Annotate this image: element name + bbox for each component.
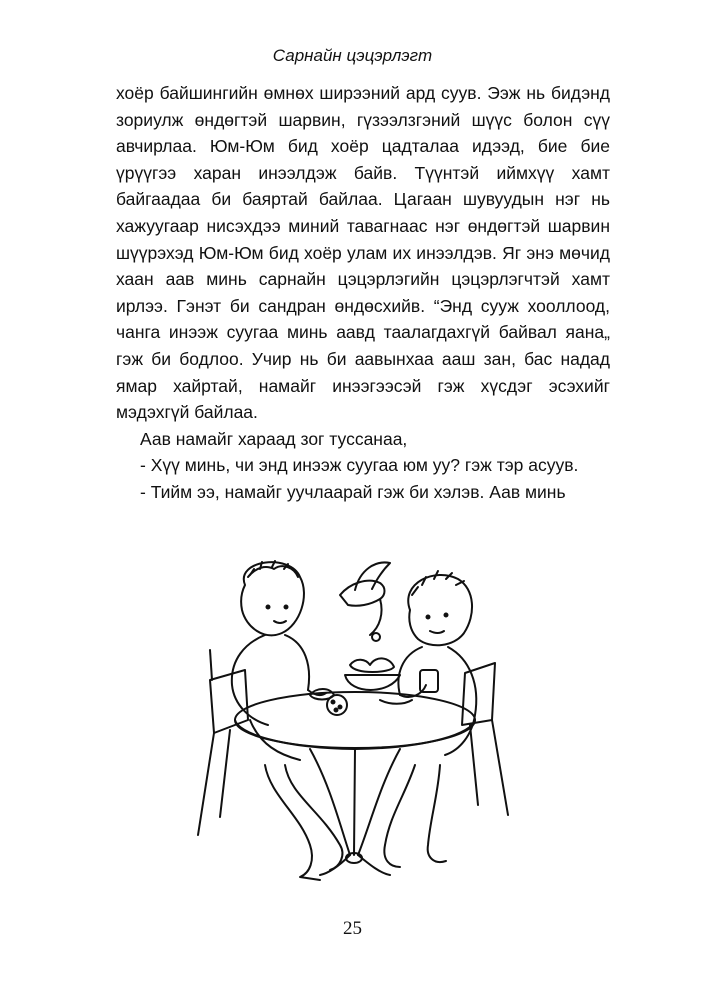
page-number: 25 xyxy=(343,918,362,939)
paragraph: - Тийм ээ, намайг уучлаарай гэж би хэлэв. Аав минь xyxy=(140,481,566,502)
illustration-two-children-at-table xyxy=(190,555,520,910)
paragraph: хоёр байшингийн өмнөх ширээний ард суув. Ээж нь бидэнд зориулж өндөгтэй шарвин, гүзээлзгэний шүүс болон сүү авчирлаа. Юм-Юм бид хоёр цадталаа идээд, бие бие үрүүгээ харан инээлдэж байв. Түүнтэй иймхүү хамт байгаадаа би баяртай байлаа. Цагаан шувуудын нэг нь хажуугаар нисэхдээ миний тавагнаас нэг өндөгтэй шарвин шүүрэхэд Юм-Юм бид хоёр улам их инээлдэв. Яг энэ мөчид хаан аав минь сарнайн цэцэрлэгийн цэцэрлэгчтэй хамт ирлээ. Гэнэт би сандран өндөсхийв. “Энд сууж хооллоод, чанга инээж суугаа минь аавд таалагдахгүй байвал яана„ гэж би бодлоо. Учир нь би аавынхаа ааш зан, бас надад ямар хайртай, намайг инээгээсэй гэж хүсдэг эсэхийг мэдэхгүй байлаа. xyxy=(116,83,610,423)
dishes-drawing xyxy=(310,658,438,715)
left-chair-drawing xyxy=(198,650,248,835)
dove-drawing xyxy=(340,562,390,641)
paragraph: - Хүү минь, чи энд инээж суугаа юм уу? гэж тэр асуув. xyxy=(140,455,579,476)
running-header: Сарнайн цэцэрлэгт xyxy=(272,46,433,65)
paragraph: Аав намайг хараад зог тусcанаа, xyxy=(140,428,408,449)
body-text xyxy=(116,80,610,506)
right-chair-drawing xyxy=(462,663,508,815)
